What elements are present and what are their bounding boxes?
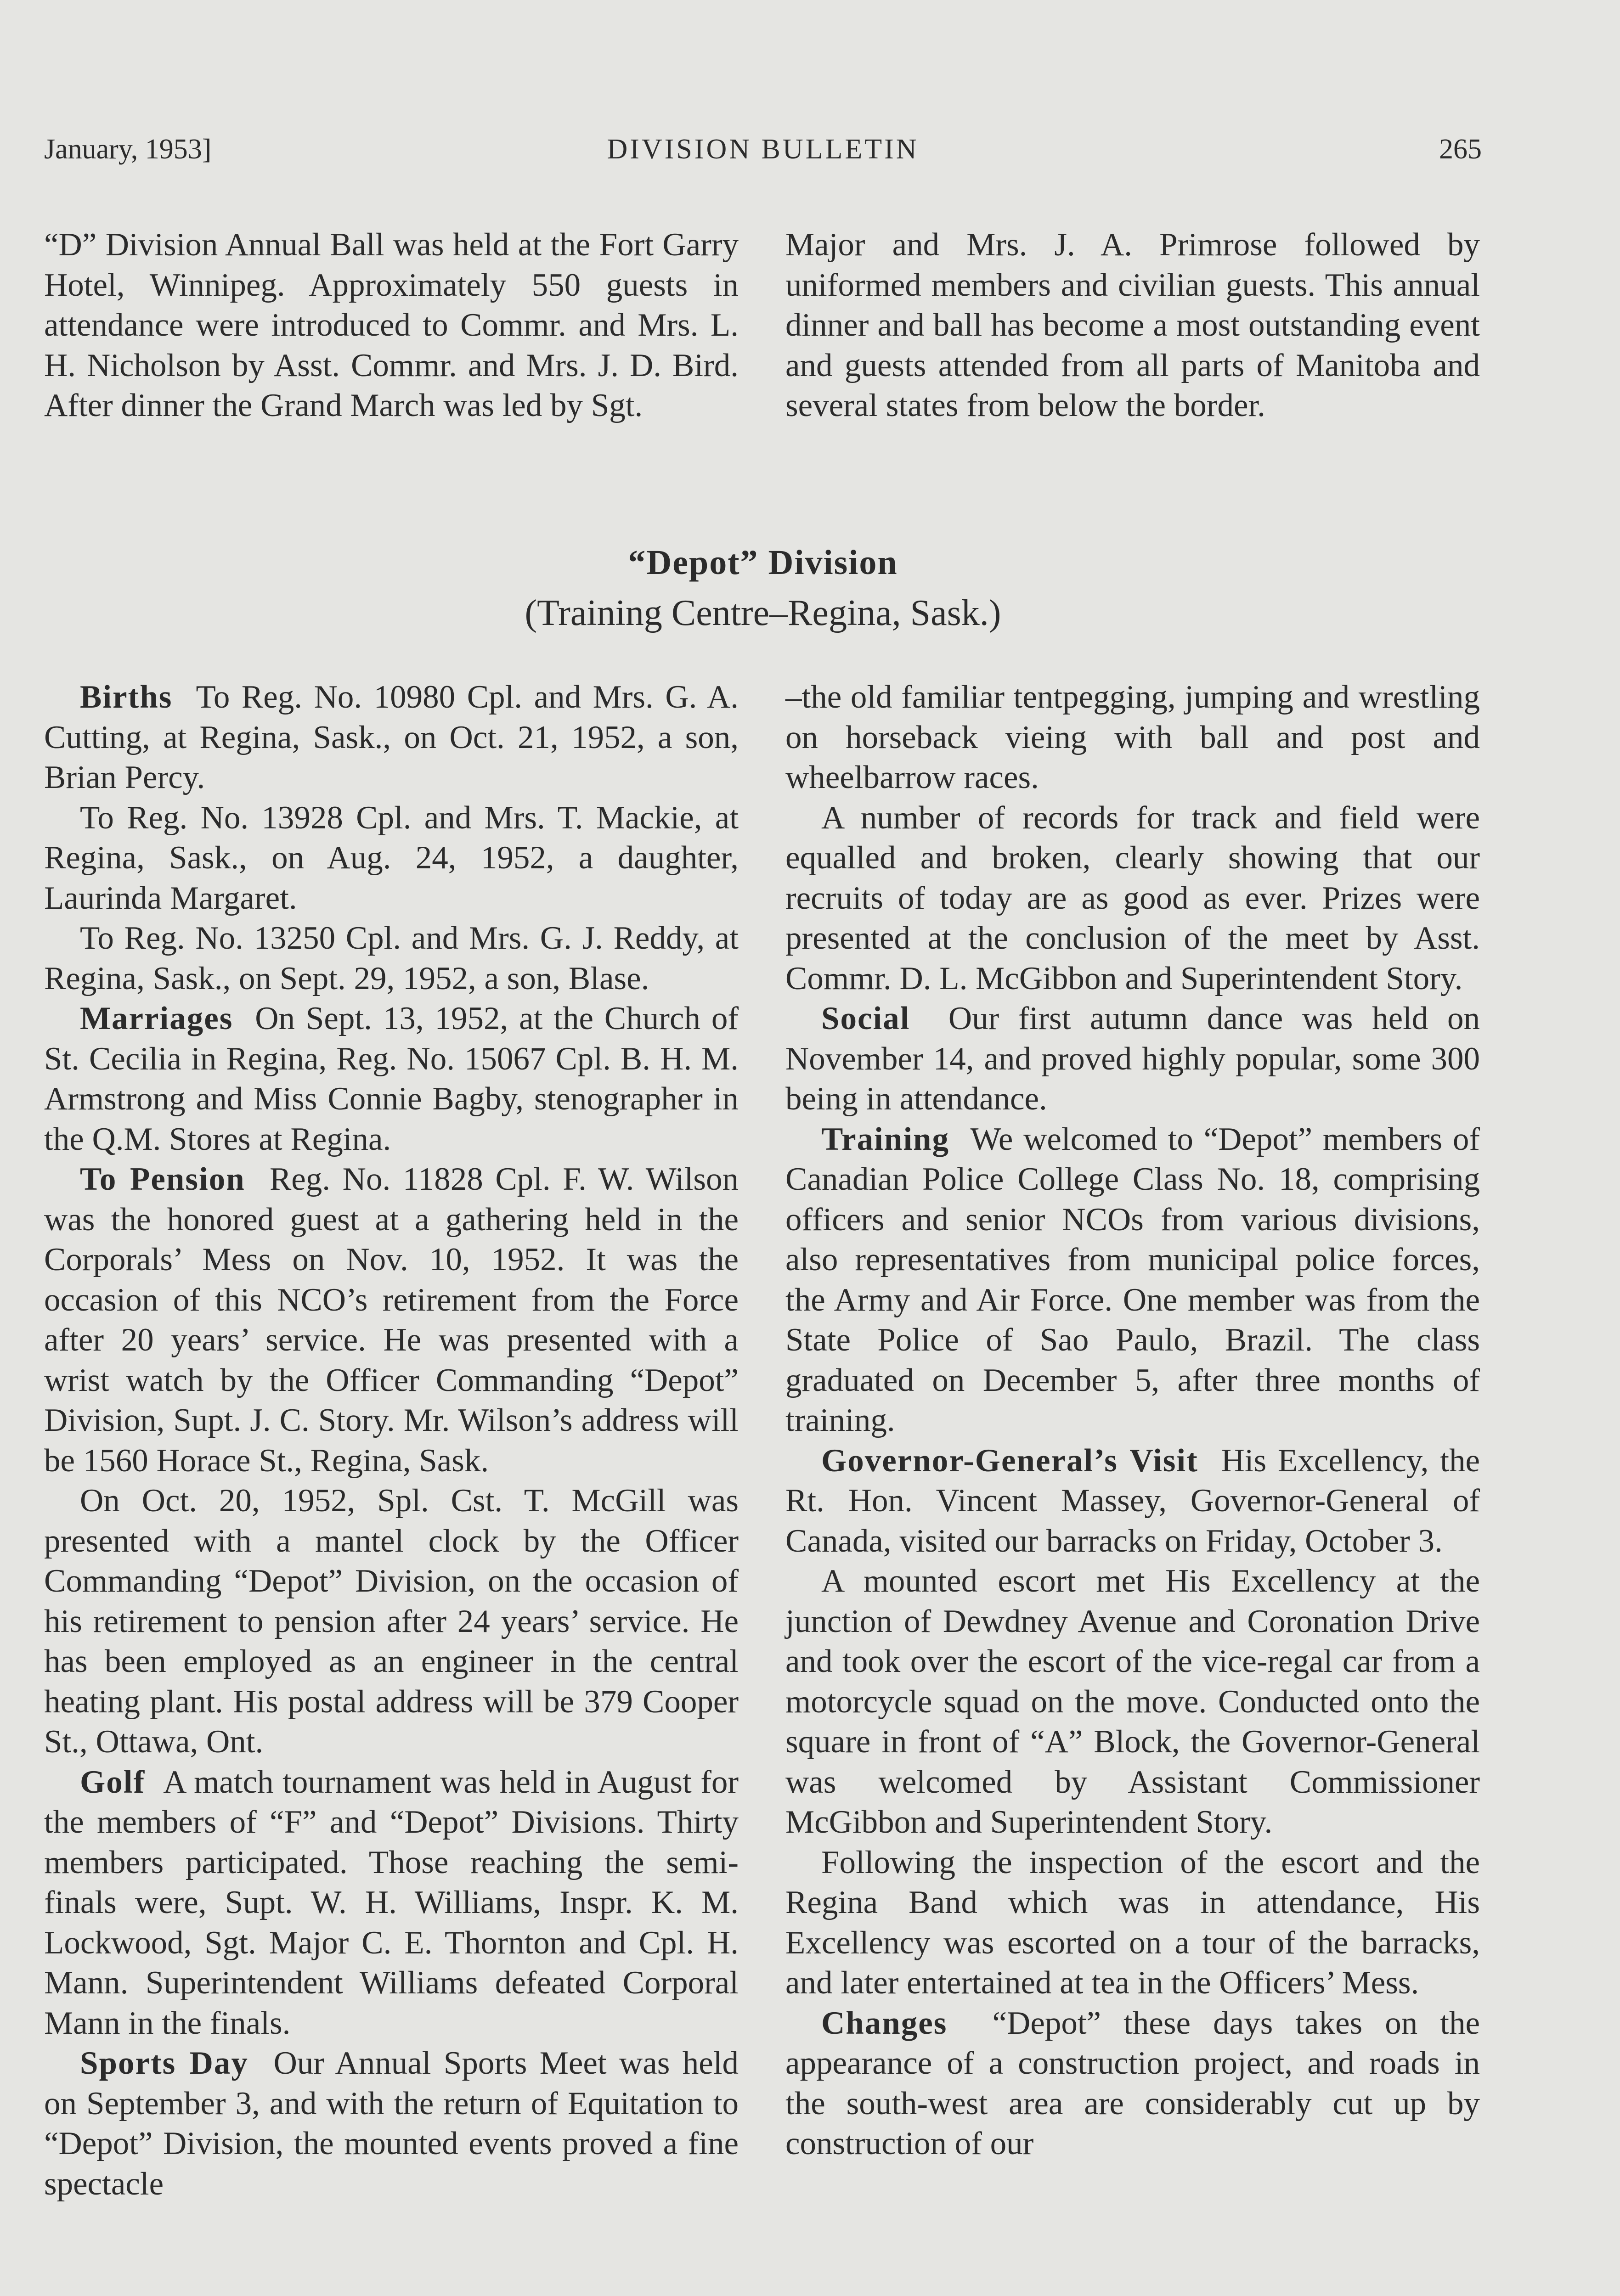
lead-marriages: Marriages <box>80 1001 233 1036</box>
paragraph-governor-general-visit <box>785 1441 1480 1562</box>
lead-pension: To Pension <box>80 1161 245 1197</box>
text-sports-day: Our Annual Sports Meet was held on September 3, and with the return of Equitation to “Depot” Division, the mounted events proved a fine spectacle <box>44 2045 739 2202</box>
paragraph-sports-day <box>44 2043 739 2204</box>
paragraph-records: A number of records for track and field were equalled and broken, clearly showing that our recruits of today are as good as ever. Prizes were presented at the conclusion of the meet by Asst. Commr. D. L. McGibbon and Superintendent Story. <box>785 799 1480 996</box>
issue-date: January, 1953] <box>44 134 212 165</box>
running-header <box>44 131 1482 168</box>
text-governor-general-visit: His Excellency, the Rt. Hon. Vincent Massey, Governor-General of Canada, visited our barracks on Friday, October 3. <box>785 1442 1480 1559</box>
lead-births: Births <box>80 679 173 715</box>
paragraph-social <box>785 999 1480 1120</box>
section-subtitle: (Training Centre–Regina, Sask.) <box>525 593 1001 633</box>
text-pension: Reg. No. 11828 Cpl. F. W. Wilson was the honored guest at a gathering held in the Corporals’ Mess on Nov. 10, 1952. It was the occasion of this NCO’s retirement from the Force after 20 years’ service. He was presented with a wrist watch by the Officer Commanding “Depot” Division, Supt. J. C. Story. Mr. Wilson’s address will be 1560 Horace St., Regina, Sask. <box>44 1161 739 1479</box>
lead-sports-day: Sports Day <box>80 2045 248 2081</box>
text-changes: “Depot” these days takes on the appearance of a construction project, and roads in the south-west area are considerably cut up by construction of our <box>785 2005 1480 2161</box>
text-training: We welcomed to “Depot” members of Canadian Police College Class No. 18, comprising officers and senior NCOs from various divisions, also representatives from municipal police forces, the Army and Air Force. One member was from the State Police of Sao Paulo, Brazil. The class graduated on December 5, after three months of training. <box>785 1121 1480 1438</box>
lead-training: Training <box>821 1121 950 1157</box>
paragraph-pension-2: On Oct. 20, 1952, Spl. Cst. T. McGill was presented with a mantel clock by the Officer Commanding “Depot” Division, on the occasion of his retirement to pension after 24 years’ service. He has been employed as an engineer in the central heating plant. His postal address will be 379 Cooper St., Ottawa, Ont. <box>44 1483 739 1760</box>
paragraph-births <box>44 677 739 798</box>
paragraph-mounted-escort: A mounted escort met His Excellency at the junction of Dewdney Avenue and Coronation Drive and took over the escort of the vice-regal car from a motorcycle squad on the move. Conducted onto the square in front of “A” Block, the Governor-General was welcomed by Assistant Commissioner McGibbon and Superintendent Story. <box>785 1563 1480 1840</box>
lead-social: Social <box>821 1001 910 1036</box>
paragraph-pension <box>44 1159 739 1481</box>
paragraph-inspection: Following the inspection of the escort and the Regina Band which was in attendance, His Excellency was escorted on a tour of the barracks, and later entertained at tea in the Officers’ Mess. <box>785 1844 1480 2001</box>
left-column <box>44 677 739 2204</box>
lead-governor-general-visit: Governor-General’s Visit <box>821 1442 1198 1479</box>
paragraph-sports-cont: –the old familiar tentpegging, jumping and wrestling on horseback vieing with ball and post and wheelbarrow races. <box>785 679 1480 795</box>
text-social: Our first autumn dance was held on November 14, and proved highly popular, some 300 being in attendance. <box>785 1001 1480 1117</box>
text-marriages: On Sept. 13, 1952, at the Church of St. Cecilia in Regina, Reg. No. 15067 Cpl. B. H. M. Armstrong and Miss Connie Bagby, stenographer in the Q.M. Stores at Regina. <box>44 1001 739 1157</box>
paragraph-training <box>785 1120 1480 1441</box>
paragraph-d-division-ball: “D” Division Annual Ball was held at the Fort Garry Hotel, Winnipeg. Approximately 550 guests in attendance were introduced to Commr. and Mrs. L. H. Nicholson by Asst. Commr. and Mrs. J. D. Bird. After dinner the Grand March was led by Sgt. <box>44 227 739 423</box>
section-title: “Depot” Division <box>628 543 898 582</box>
text-golf: A match tournament was held in August for the members of “F” and “Depot” Divisions. Thirty members participated. Those reaching the semi-finals were, Supt. W. H. Williams, Inspr. K. M. Lockwood, Sgt. Major C. E. Thornton and Cpl. H. Mann. Superintendent Williams defeated Corporal Mann in the finals. <box>44 1764 739 2041</box>
top-left-column <box>44 225 739 426</box>
paragraph-d-division-ball-cont: Major and Mrs. J. A. Primrose followed by uniformed members and civilian guests. This annual dinner and ball has become a most outstanding event and guests attended from all parts of Manitoba and several states from below the border. <box>785 227 1480 423</box>
paragraph-birth-2: To Reg. No. 13928 Cpl. and Mrs. T. Mackie, at Regina, Sask., on Aug. 24, 1952, a daughter, Laurinda Margaret. <box>44 799 739 916</box>
paragraph-birth-3: To Reg. No. 13250 Cpl. and Mrs. G. J. Reddy, at Regina, Sask., on Sept. 29, 1952, a son, Blase. <box>44 920 739 996</box>
paragraph-marriages <box>44 999 739 1159</box>
lead-golf: Golf <box>80 1764 146 1800</box>
page-number: 265 <box>1439 134 1482 165</box>
paragraph-golf <box>44 1762 739 2044</box>
lead-changes: Changes <box>821 2005 948 2041</box>
right-column <box>785 677 1480 2164</box>
top-right-column <box>785 225 1480 426</box>
publication-title: DIVISION BULLETIN <box>607 134 919 165</box>
paragraph-changes <box>785 2003 1480 2164</box>
text-births: To Reg. No. 10980 Cpl. and Mrs. G. A. Cutting, at Regina, Sask., on Oct. 21, 1952, a son, Brian Percy. <box>44 679 739 795</box>
